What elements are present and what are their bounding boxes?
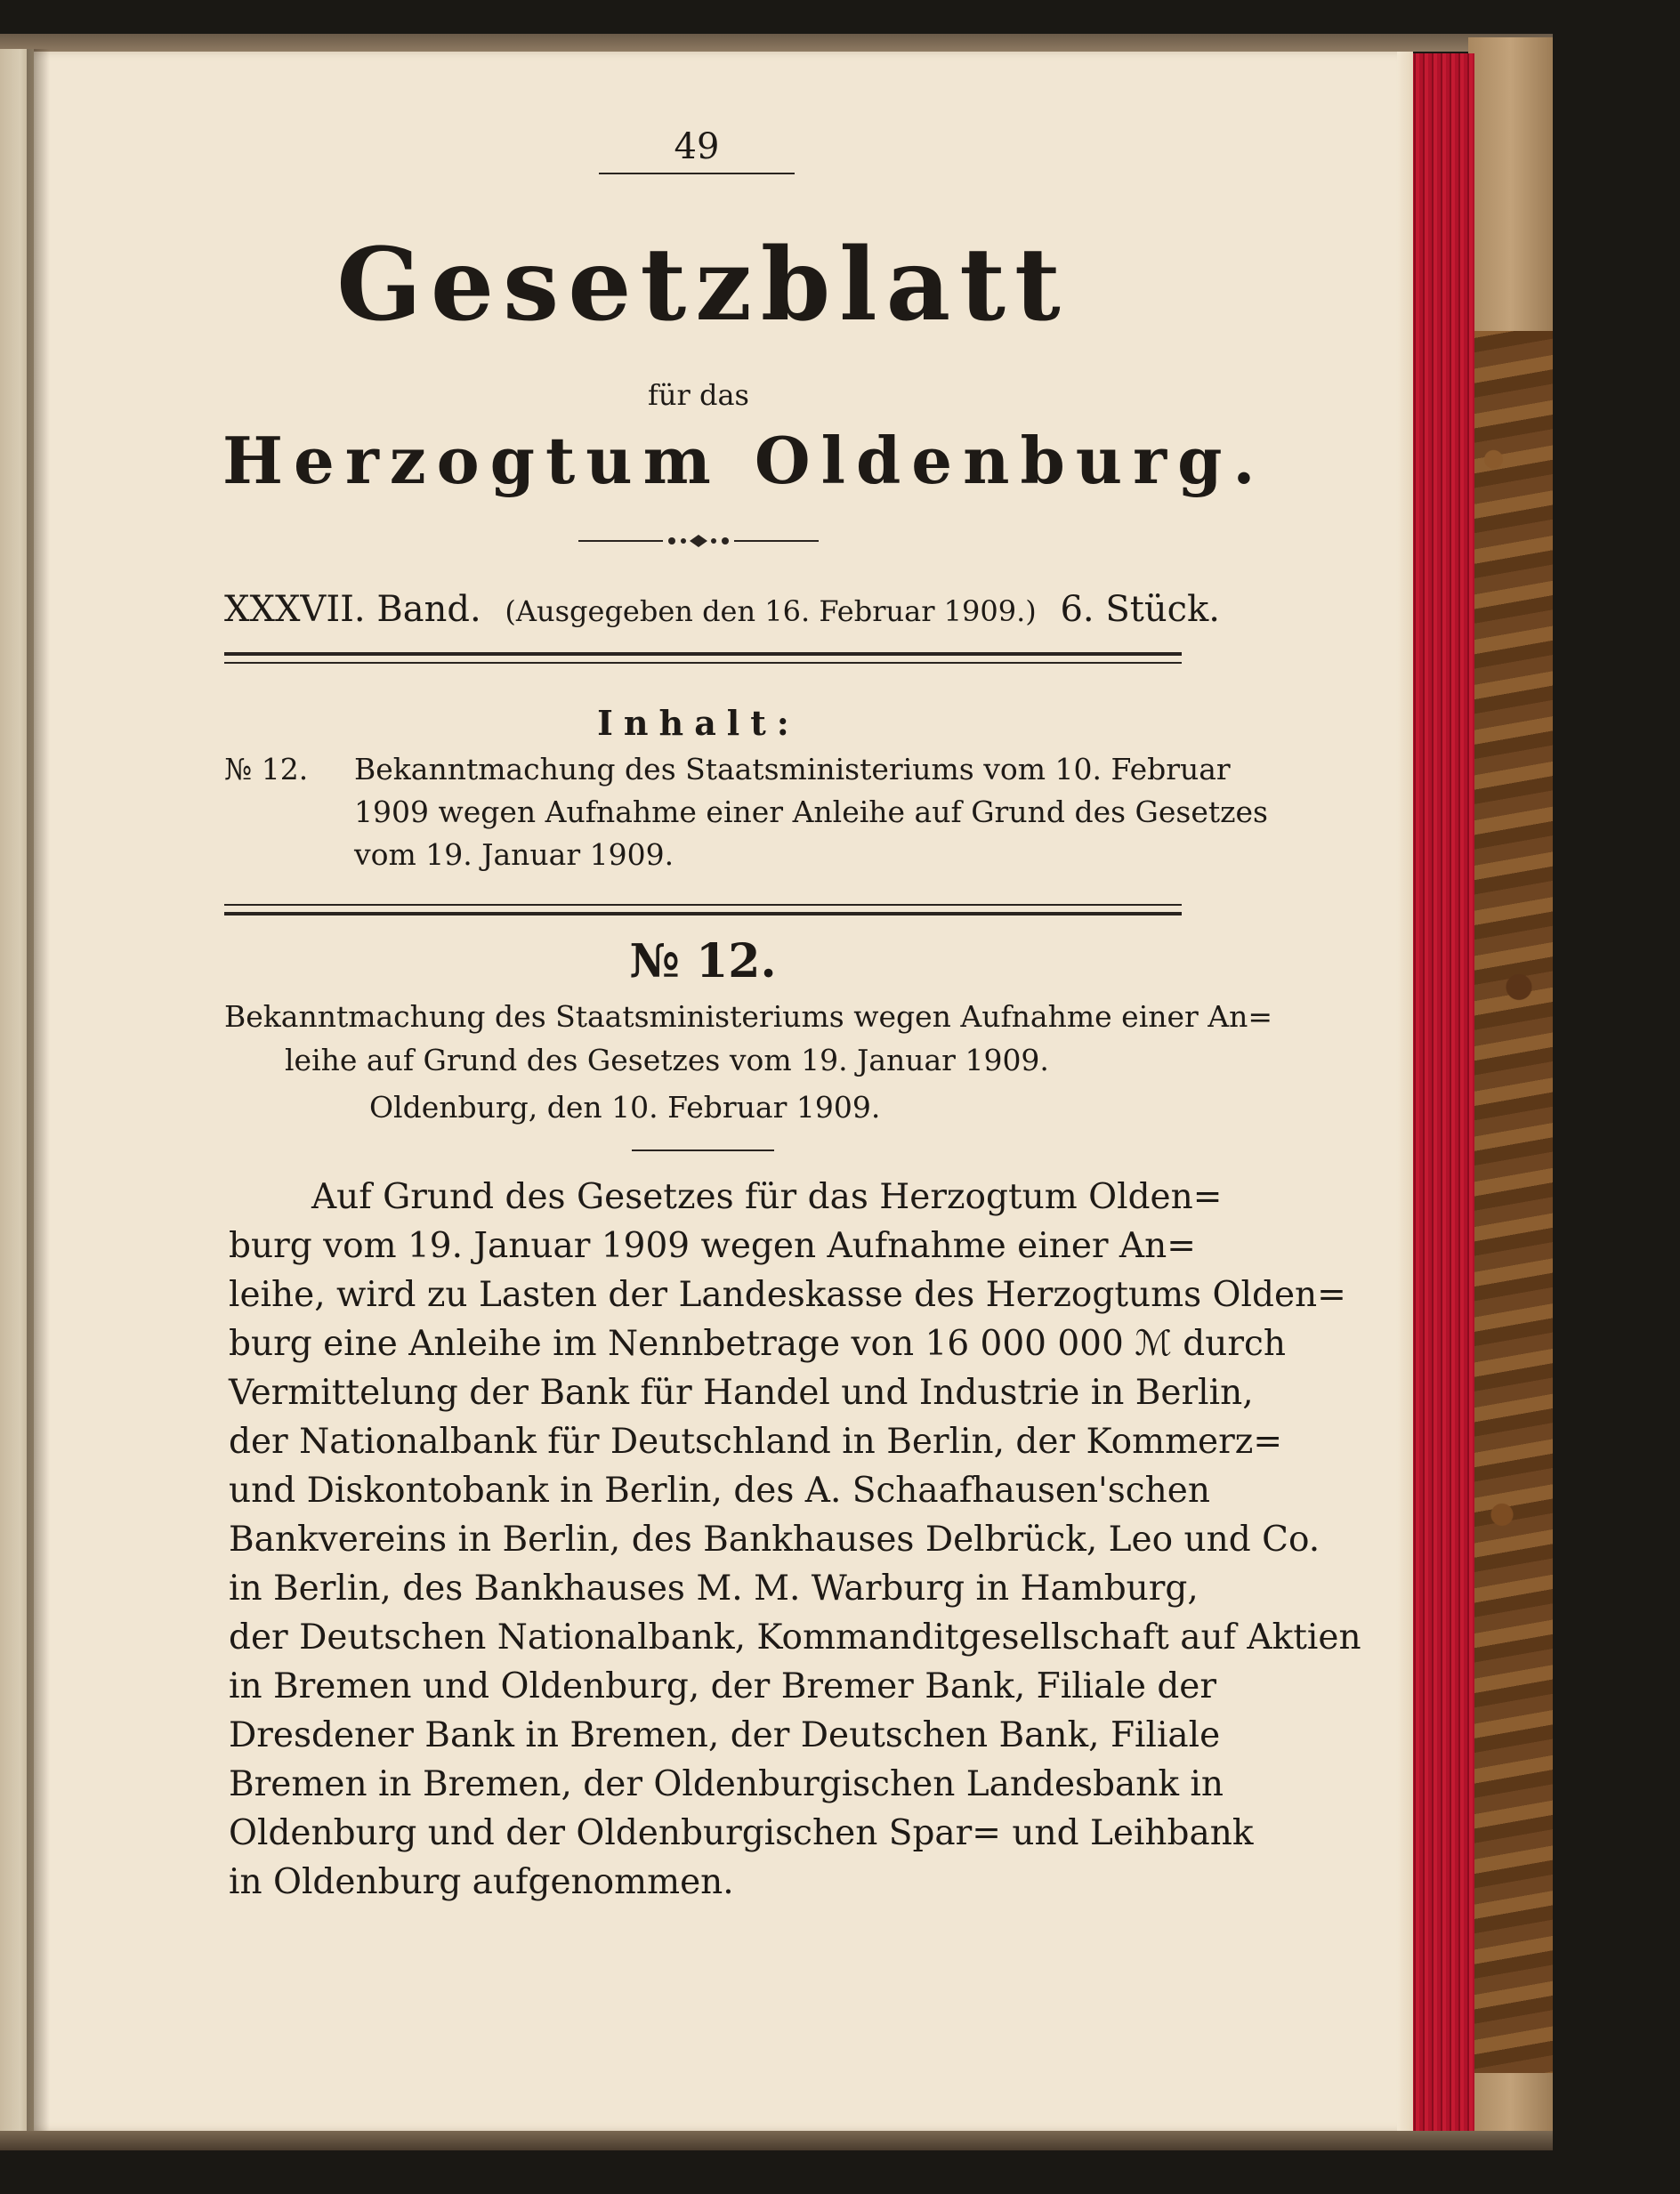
red-page-edges <box>1410 53 1474 2135</box>
page-number: 49 <box>674 126 720 167</box>
body-line-9: in Berlin, des Bankhauses M. M. Warburg in Hamburg, <box>229 1569 1199 1609</box>
page-right-edge <box>1397 52 1413 2132</box>
double-rule-top-2 <box>224 662 1182 664</box>
body-line-6: der Nationalbank für Deutschland in Berlin, der Kommerz= <box>229 1422 1282 1462</box>
contents-line-1: Bekanntmachung des Staatsministeriums vom 10. Februar <box>354 752 1231 786</box>
body-line-14: Oldenburg und der Oldenburgischen Spar= und Leihbank <box>229 1813 1254 1853</box>
body-line-10: der Deutschen Nationalbank, Kommanditgesellschaft auf Aktien <box>229 1617 1361 1658</box>
short-rule <box>632 1149 774 1151</box>
subtitle-large: Herzogtum Oldenburg. <box>222 423 1266 498</box>
body-line-1: Auf Grund des Gesetzes für das Herzogtum Olden= <box>311 1177 1223 1217</box>
body-line-2: burg vom 19. Januar 1909 wegen Aufnahme einer An= <box>229 1226 1196 1266</box>
book-spine-leather-top <box>1468 37 1553 331</box>
body-line-4: burg eine Anleihe im Nennbetrage von 16 000 000 ℳ durch <box>229 1324 1286 1364</box>
contents-heading: Inhalt: <box>597 703 800 743</box>
body-line-11: in Bremen und Oldenburg, der Bremer Bank, Filiale der <box>229 1666 1217 1706</box>
body-line-13: Bremen in Bremen, der Oldenburgischen Landesbank in <box>229 1764 1224 1804</box>
stueck-label: 6. Stück. <box>1060 589 1220 630</box>
subtitle-small: für das <box>648 378 749 412</box>
ornament-divider <box>578 523 819 559</box>
section-number: № 12. <box>629 934 777 988</box>
double-rule-top-1 <box>224 652 1182 656</box>
section-heading-line-1: Bekanntmachung des Staatsministeriums wegen Aufnahme einer An= <box>224 999 1273 1034</box>
band-label: XXXVII. Band. <box>224 589 481 630</box>
body-line-7: und Diskontobank in Berlin, des A. Schaafhausen'schen <box>229 1471 1210 1511</box>
page-number-rule <box>599 173 795 174</box>
page-title: Gesetzblatt <box>336 227 1070 343</box>
double-rule-mid-2 <box>224 912 1182 916</box>
body-line-5: Vermittelung der Bank für Handel und Industrie in Berlin, <box>229 1373 1254 1413</box>
contents-line-2: 1909 wegen Aufnahme einer Anleihe auf Grund des Gesetzes <box>354 795 1268 829</box>
body-line-15: in Oldenburg aufgenommen. <box>229 1862 734 1902</box>
body-line-3: leihe, wird zu Lasten der Landeskasse des Herzogtums Olden= <box>229 1275 1346 1315</box>
body-line-8: Bankvereins in Berlin, des Bankhauses Delbrück, Leo und Co. <box>229 1520 1321 1560</box>
place-date: Oldenburg, den 10. Februar 1909. <box>369 1090 881 1125</box>
book-cover-bottom <box>0 2131 1553 2150</box>
gutter-shadow <box>27 49 50 2135</box>
body-line-12: Dresdener Bank in Bremen, der Deutschen Bank, Filiale <box>229 1715 1221 1755</box>
book-cover-top <box>0 34 1553 52</box>
double-rule-mid-1 <box>224 904 1182 906</box>
section-heading-line-2: leihe auf Grund des Gesetzes vom 19. Januar 1909. <box>285 1043 1049 1077</box>
issue-line <box>224 589 1220 630</box>
contents-entry-number: № 12. <box>224 752 309 786</box>
issue-date: (Ausgegeben den 16. Februar 1909.) <box>505 594 1037 628</box>
contents-line-3: vom 19. Januar 1909. <box>354 837 674 872</box>
book-spine-marbled <box>1468 37 1553 2148</box>
